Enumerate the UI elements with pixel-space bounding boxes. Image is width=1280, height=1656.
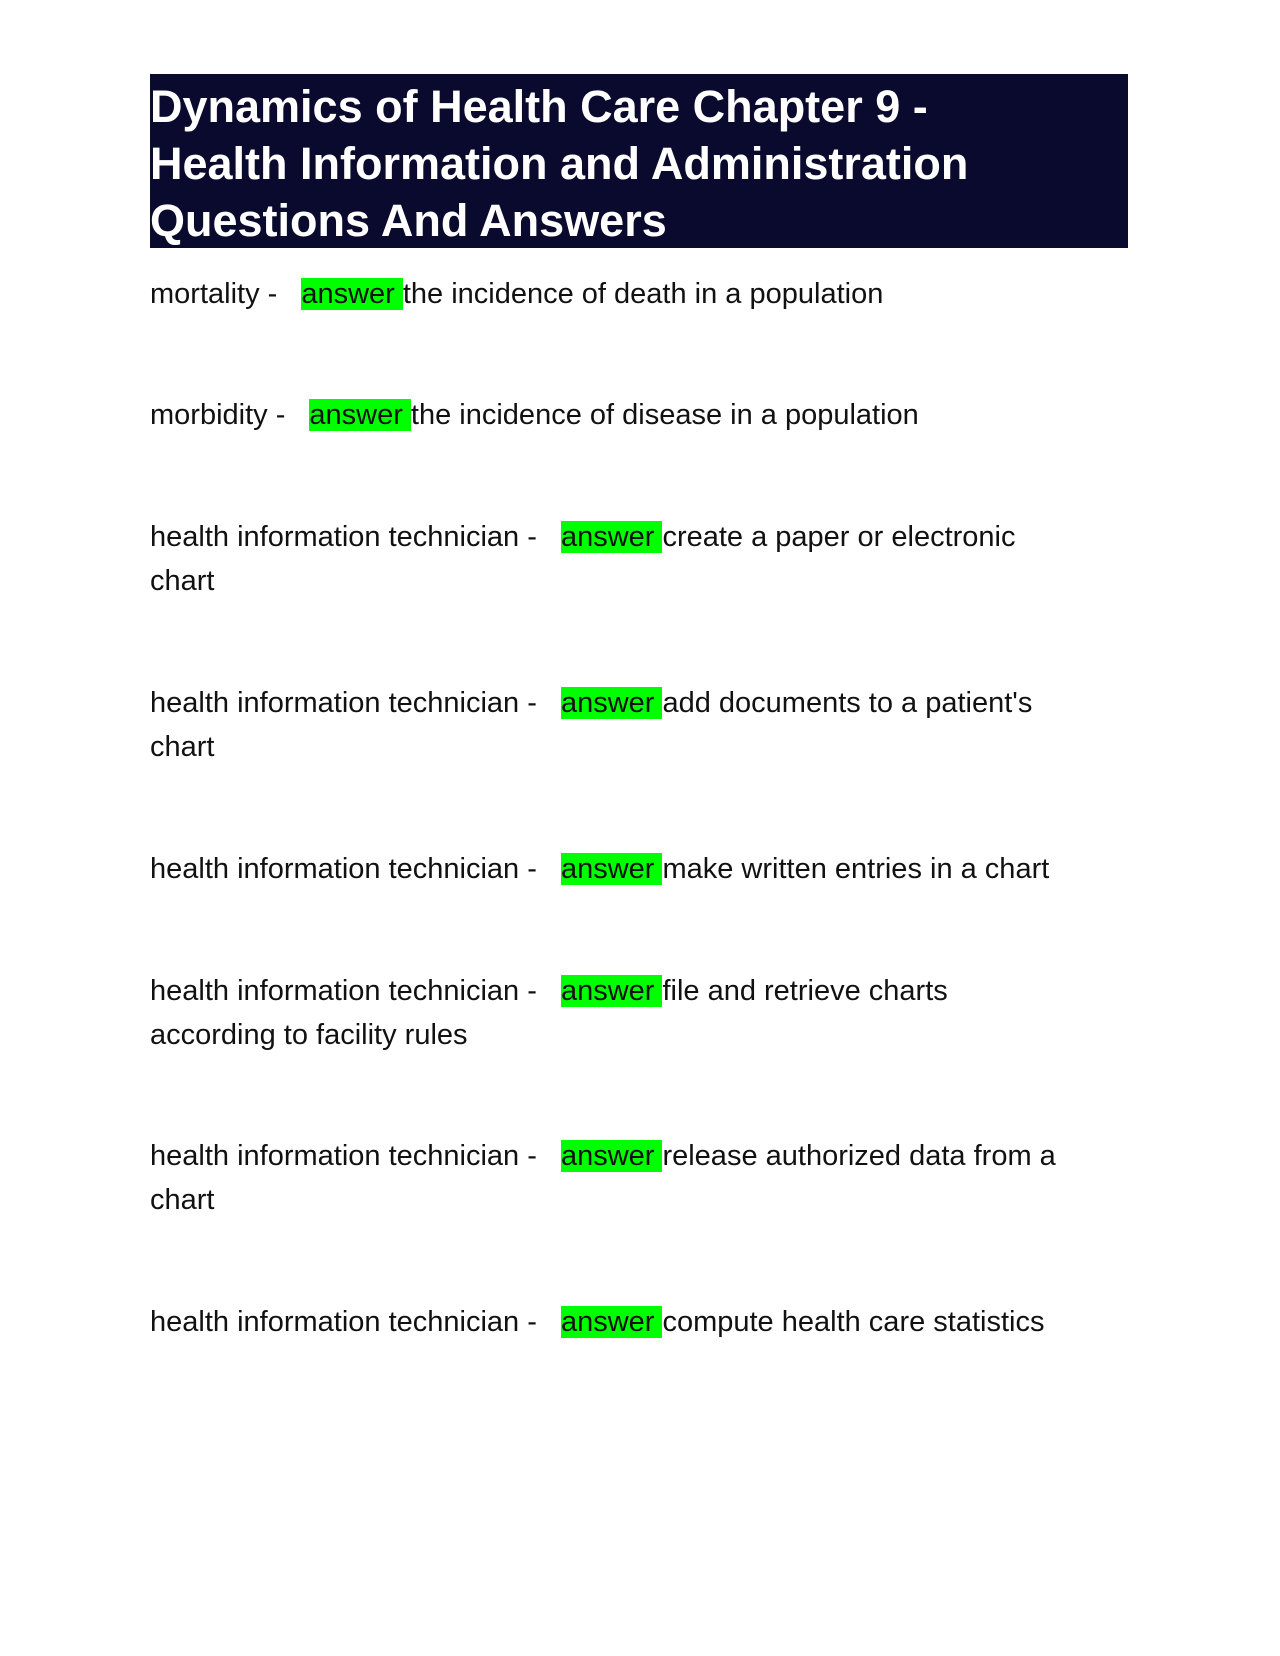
qa-entry-hit-release-data	[150, 1134, 1128, 1222]
answer-highlight: answer	[561, 975, 663, 1007]
qa-term: mortality -	[150, 278, 286, 310]
qa-entry-hit-written-entries	[150, 847, 1128, 891]
qa-definition: add documents to a patient's	[662, 687, 1033, 719]
qa-line	[150, 1134, 1128, 1178]
answer-highlight: answer	[561, 521, 663, 553]
answer-highlight: answer	[561, 1140, 663, 1172]
qa-line	[150, 272, 1128, 316]
title-line-3: Questions And Answers	[150, 195, 667, 246]
qa-line	[150, 847, 1128, 891]
title-line-1: Dynamics of Health Care Chapter 9 -	[150, 81, 928, 132]
qa-term: health information technician -	[150, 521, 545, 553]
qa-line	[150, 393, 1128, 437]
qa-definition: compute health care statistics	[662, 1306, 1045, 1338]
document-title	[150, 74, 1128, 248]
qa-term: health information technician -	[150, 1140, 545, 1172]
qa-term: health information technician -	[150, 1306, 545, 1338]
qa-definition-continued: according to facility rules	[150, 1019, 468, 1051]
qa-definition-continued: chart	[150, 731, 215, 763]
qa-entry-hit-create-chart	[150, 515, 1128, 603]
qa-definition: the incidence of disease in a population	[410, 399, 919, 431]
answer-highlight: answer	[561, 853, 663, 885]
qa-term: health information technician -	[150, 853, 545, 885]
qa-entry-hit-file-retrieve	[150, 969, 1128, 1057]
qa-entry-hit-statistics	[150, 1300, 1128, 1344]
qa-entry-morbidity	[150, 393, 1128, 437]
qa-definition: create a paper or electronic	[662, 521, 1016, 553]
qa-term: health information technician -	[150, 975, 545, 1007]
answer-highlight: answer	[561, 1306, 663, 1338]
qa-definition: file and retrieve charts	[662, 975, 948, 1007]
qa-definition: the incidence of death in a population	[402, 278, 884, 310]
qa-entry-hit-add-documents	[150, 681, 1128, 769]
qa-line	[150, 681, 1128, 725]
qa-line	[150, 1300, 1128, 1344]
qa-term: health information technician -	[150, 687, 545, 719]
qa-line	[150, 969, 1128, 1013]
answer-highlight: answer	[309, 399, 411, 431]
answer-highlight: answer	[301, 278, 403, 310]
qa-entry-mortality	[150, 272, 1128, 316]
qa-definition: make written entries in a chart	[662, 853, 1050, 885]
answer-highlight: answer	[561, 687, 663, 719]
title-line-2: Health Information and Administration	[150, 138, 969, 189]
qa-line	[150, 515, 1128, 559]
qa-definition-continued: chart	[150, 565, 215, 597]
qa-definition-continued: chart	[150, 1184, 215, 1216]
qa-term: morbidity -	[150, 399, 294, 431]
qa-definition: release authorized data from a	[662, 1140, 1056, 1172]
